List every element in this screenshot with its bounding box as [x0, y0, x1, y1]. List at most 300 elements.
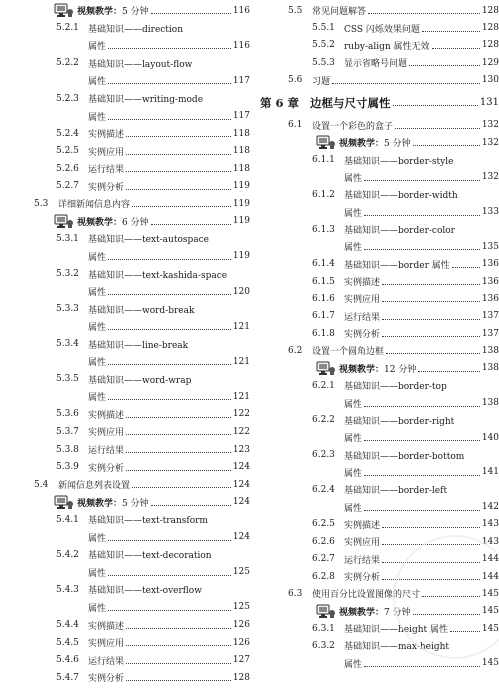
toc-entry-line[interactable] [0, 669, 250, 687]
toc-number: 6.2.3 [312, 450, 335, 461]
toc-title: 基础知识——line-break [88, 340, 189, 351]
toc-page-number: 121 [232, 321, 250, 332]
toc-entry-continuation: 属性 [344, 173, 363, 184]
toc-entry-line[interactable] [0, 458, 250, 476]
toc-page-number: 126 [232, 637, 250, 648]
toc-entry-line[interactable] [0, 335, 250, 353]
toc-entry-line[interactable] [0, 265, 250, 283]
toc-page-number: 124 [232, 532, 250, 543]
toc-entry-line[interactable] [260, 290, 499, 307]
toc-cont-line[interactable] [260, 429, 499, 446]
toc-title: 实例应用 [88, 428, 125, 439]
toc-video-label: 视频教学： [77, 498, 123, 509]
toc-title: 实例描述 [344, 278, 381, 289]
toc-number: 5.4.7 [56, 672, 79, 683]
toc-number: 5.2.3 [56, 93, 79, 104]
toc-video-label: 视频教学： [339, 139, 385, 150]
toc-title: 运行结果 [344, 555, 381, 566]
toc-page-number: 121 [232, 391, 250, 402]
toc-number: 5.3 [34, 198, 49, 209]
toc-title: 基础知识——border-top [344, 382, 447, 393]
toc-entry-continuation: 属性 [344, 399, 363, 410]
toc-dot-leader [409, 65, 480, 66]
toc-dot-leader [108, 119, 231, 120]
toc-page-number: 129 [481, 57, 499, 68]
toc-number: 6.1.6 [312, 293, 335, 304]
toc-dot-leader [395, 128, 480, 129]
video-tutorial-icon [316, 361, 336, 376]
toc-number: 6.1.8 [312, 328, 335, 339]
toc-title: 基础知识——text-autospace [88, 235, 209, 246]
video-tutorial-icon [54, 495, 74, 510]
toc-cont-line[interactable] [0, 599, 250, 617]
toc-video-label: 视频教学： [77, 7, 123, 18]
toc-entry-line[interactable] [260, 412, 499, 429]
toc-number: 5.3.4 [56, 339, 79, 350]
toc-title: 基础知识——text-transform [88, 516, 208, 527]
toc-chapter-line[interactable] [260, 89, 499, 117]
toc-video-duration: 7 分钟 [384, 607, 411, 618]
toc-title: 新闻信息列表设置 [58, 481, 131, 492]
toc-video-duration: 5 分钟 [122, 7, 149, 18]
toc-number: 5.4.3 [56, 584, 79, 595]
toc-dot-leader [126, 452, 231, 453]
toc-cont-line[interactable] [0, 72, 250, 90]
toc-dot-leader [126, 189, 231, 190]
toc-section-line[interactable] [260, 342, 499, 359]
toc-entry-continuation: 属性 [88, 533, 107, 544]
toc-page-number: 133 [481, 207, 499, 218]
toc-title: 运行结果 [88, 656, 125, 667]
toc-number: 6.1.2 [312, 189, 335, 200]
toc-page-number: 122 [232, 426, 250, 437]
toc-video-line[interactable] [0, 213, 250, 231]
toc-page-number: 140 [481, 432, 499, 443]
toc-title: 基础知识——border 属性 [344, 260, 450, 271]
toc-entry-continuation: 属性 [88, 252, 107, 263]
toc-page-number: 127 [232, 655, 250, 666]
toc-dot-leader [108, 294, 231, 295]
toc-page-number: 126 [232, 620, 250, 631]
toc-title: 实例分析 [344, 330, 381, 341]
toc-video-line[interactable] [0, 2, 250, 20]
toc-page-number: 138 [481, 398, 499, 409]
toc-dot-leader [432, 48, 480, 49]
toc-dot-leader [126, 136, 231, 137]
toc-entry-line[interactable] [0, 142, 250, 160]
toc-number: 5.3.1 [56, 233, 79, 244]
toc-page-number: 118 [232, 146, 250, 157]
toc-entry-line[interactable] [260, 221, 499, 238]
toc-dot-leader [386, 353, 480, 354]
toc-dot-leader [151, 505, 231, 506]
toc-title: 运行结果 [88, 446, 125, 457]
toc-page-number: 128 [481, 23, 499, 34]
toc-page-number: 125 [232, 602, 250, 613]
toc-video-line[interactable] [0, 493, 250, 511]
toc-cont-line[interactable] [260, 238, 499, 255]
toc-page-number: 124 [232, 479, 250, 490]
toc-entry-continuation: 属性 [88, 42, 107, 53]
toc-title: 基础知识——word-wrap [88, 375, 192, 386]
toc-cont-line[interactable] [0, 564, 250, 582]
toc-entry-line[interactable] [0, 634, 250, 652]
toc-title: 基础知识——writing-mode [88, 95, 204, 106]
toc-cont-line[interactable] [0, 529, 250, 547]
toc-page-number: 128 [232, 672, 250, 683]
toc-dot-leader [382, 284, 480, 285]
toc-title: 显示省略号问题 [344, 59, 408, 70]
toc-entry-line[interactable] [0, 90, 250, 108]
toc-number: 5.3.3 [56, 304, 79, 315]
toc-page-number: 119 [232, 216, 250, 227]
toc-entry-line[interactable] [0, 300, 250, 318]
toc-entry-line[interactable] [0, 616, 250, 634]
toc-page-number: 131 [479, 97, 499, 109]
toc-number: 5.4.4 [56, 620, 79, 631]
toc-page-number: 128 [481, 5, 499, 16]
toc-entry-line[interactable] [260, 186, 499, 203]
toc-title: 实例分析 [344, 573, 381, 584]
toc-entry-line[interactable] [0, 651, 250, 669]
toc-page-number: 118 [232, 128, 250, 139]
toc-page-number: 144 [481, 554, 499, 565]
toc-page-number: 141 [481, 467, 499, 478]
toc-entry-continuation: 属性 [344, 434, 363, 445]
toc-title: 实例应用 [88, 147, 125, 158]
toc-video-line[interactable] [260, 360, 499, 377]
toc-page-number: 119 [232, 251, 250, 262]
toc-title: 详细新闻信息内容 [58, 200, 131, 211]
toc-dot-leader [382, 527, 480, 528]
toc-entry-line[interactable] [260, 273, 499, 290]
toc-number: 6.2 [288, 345, 303, 356]
toc-number: 5.2.5 [56, 146, 79, 157]
toc-dot-leader [126, 154, 231, 155]
toc-title: 实例描述 [88, 130, 125, 141]
toc-entry-continuation: 属性 [88, 358, 107, 369]
toc-cont-line[interactable] [260, 394, 499, 411]
toc-number: 5.2.2 [56, 58, 79, 69]
toc-video-label: 视频教学： [339, 364, 385, 375]
toc-cont-line[interactable] [0, 388, 250, 406]
toc-page-number: 136 [481, 259, 499, 270]
toc-video-label: 视频教学： [77, 217, 123, 228]
toc-entry-continuation: 属性 [344, 208, 363, 219]
toc-dot-leader [108, 364, 231, 365]
toc-title: 基础知识——direction [88, 24, 184, 35]
toc-cont-line[interactable] [260, 498, 499, 515]
toc-dot-leader [364, 249, 480, 250]
toc-page-number: 116 [232, 5, 250, 16]
toc-entry-continuation: 属性 [88, 603, 107, 614]
toc-title: 运行结果 [344, 312, 381, 323]
toc-entry-line[interactable] [260, 481, 499, 498]
toc-video-duration: 5 分钟 [122, 498, 149, 509]
toc-page-number: 145 [481, 606, 499, 617]
toc-title: 基础知识——border-right [344, 416, 455, 427]
toc-entry-line[interactable] [0, 55, 250, 73]
toc-dot-leader [382, 301, 480, 302]
toc-entry-line[interactable] [260, 377, 499, 394]
toc-entry-line[interactable] [0, 441, 250, 459]
toc-number: 5.2.6 [56, 163, 79, 174]
toc-dot-leader [332, 83, 480, 84]
toc-title: 运行结果 [88, 165, 125, 176]
toc-cont-line[interactable] [260, 169, 499, 186]
video-tutorial-icon [54, 214, 74, 229]
toc-video-line[interactable] [260, 134, 499, 151]
toc-dot-leader [108, 329, 231, 330]
toc-title: 基础知识——border-left [344, 486, 448, 497]
toc-entry-continuation: 属性 [88, 112, 107, 123]
toc-entry-continuation: 属性 [344, 503, 363, 514]
toc-entry-line[interactable] [0, 178, 250, 196]
toc-page-number: 137 [481, 328, 499, 339]
toc-cont-line[interactable] [0, 248, 250, 266]
toc-number: 5.3.6 [56, 409, 79, 420]
toc-entry-line[interactable] [0, 20, 250, 38]
video-tutorial-icon [54, 3, 74, 18]
toc-number: 5.5.3 [312, 57, 335, 68]
toc-cont-line[interactable] [260, 204, 499, 221]
toc-page-number: 130 [481, 75, 499, 86]
toc-entry-line[interactable] [0, 160, 250, 178]
toc-number: 第 6 章 [260, 95, 300, 110]
toc-page-number: 124 [232, 497, 250, 508]
toc-page-number: 144 [481, 571, 499, 582]
toc-number: 5.5 [288, 5, 303, 16]
toc-cont-line[interactable] [0, 353, 250, 371]
toc-number: 6.1.5 [312, 276, 335, 287]
toc-cont-line[interactable] [0, 283, 250, 301]
toc-entry-line[interactable] [0, 581, 250, 599]
toc-entry-continuation: 属性 [344, 243, 363, 254]
toc-dot-leader [422, 31, 480, 32]
toc-entry-continuation: 属性 [88, 77, 107, 88]
toc-title: 基础知识——border-style [344, 156, 454, 167]
toc-page-number: 116 [232, 40, 250, 51]
toc-cont-line[interactable] [0, 37, 250, 55]
toc-dot-leader [132, 206, 231, 207]
toc-dot-leader [151, 224, 231, 225]
toc-title: 基础知识——word-break [88, 305, 195, 316]
toc-cont-line[interactable] [260, 464, 499, 481]
toc-title: 实例分析 [88, 463, 125, 474]
toc-entry-continuation: 属性 [88, 568, 107, 579]
toc-entry-line[interactable] [0, 230, 250, 248]
toc-title: 基础知识——height 属性 [344, 625, 449, 636]
toc-section-line[interactable] [260, 117, 499, 134]
toc-number: 6.2.8 [312, 571, 335, 582]
toc-number: 6.1.7 [312, 311, 335, 322]
toc-dot-leader [364, 510, 480, 511]
toc-page-number: 145 [481, 623, 499, 634]
toc-dot-leader [364, 406, 480, 407]
toc-page-number: 118 [232, 163, 250, 174]
toc-dot-leader [364, 215, 480, 216]
toc-entry-continuation: 属性 [344, 659, 363, 670]
toc-dot-leader [126, 470, 231, 471]
toc-entry-line[interactable] [0, 371, 250, 389]
toc-section-line[interactable] [260, 71, 499, 88]
toc-dot-leader [382, 336, 480, 337]
toc-entry-continuation: 属性 [88, 288, 107, 299]
toc-cont-line[interactable] [0, 318, 250, 336]
toc-dot-leader [108, 399, 231, 400]
toc-entry-line[interactable] [260, 325, 499, 342]
toc-page-number: 136 [481, 293, 499, 304]
toc-page-number: 143 [481, 519, 499, 530]
toc-entry-continuation: 属性 [344, 468, 363, 479]
toc-title: 基础知识——border-bottom [344, 451, 465, 462]
toc-page-number: 135 [481, 241, 499, 252]
toc-page-number: 119 [232, 181, 250, 192]
toc-dot-leader [108, 259, 231, 260]
toc-dot-leader [126, 645, 231, 646]
toc-dot-leader [126, 417, 231, 418]
toc-dot-leader [108, 610, 231, 611]
toc-title: 边框与尺寸属性 [310, 95, 391, 110]
toc-number: 5.6 [288, 75, 303, 86]
toc-title: 实例描述 [88, 410, 125, 421]
video-tutorial-icon [316, 604, 336, 619]
toc-entry-line[interactable] [0, 125, 250, 143]
toc-dot-leader [108, 540, 231, 541]
toc-section-line[interactable] [0, 476, 250, 494]
toc-dot-leader [382, 319, 480, 320]
toc-page-number: 137 [481, 311, 499, 322]
toc-title: 实例应用 [344, 538, 381, 549]
toc-section-line[interactable] [260, 2, 499, 19]
toc-dot-leader [393, 105, 478, 106]
toc-page-number: 145 [481, 588, 499, 599]
toc-title: 实例分析 [88, 182, 125, 193]
toc-title: 基础知识——border-color [344, 226, 455, 237]
toc-number: 5.3.5 [56, 374, 79, 385]
toc-dot-leader [108, 83, 231, 84]
toc-title: 设置一个圆角边框 [312, 347, 385, 358]
toc-video-duration: 12 分钟 [384, 364, 417, 375]
toc-page-number: 121 [232, 356, 250, 367]
toc-page-number: 125 [232, 567, 250, 578]
toc-dot-leader [452, 267, 480, 268]
toc-title: 基础知识——border-width [344, 191, 458, 202]
toc-dot-leader [126, 628, 231, 629]
toc-page-number: 138 [481, 363, 499, 374]
toc-entry-line[interactable] [0, 511, 250, 529]
toc-section-line[interactable] [0, 195, 250, 213]
toc-title: 基础知识——text-decoration [88, 551, 212, 562]
toc-title: 习题 [312, 76, 331, 87]
toc-title: 基础知识——text-overflow [88, 586, 202, 597]
toc-number: 5.4.5 [56, 637, 79, 648]
toc-dot-leader [418, 371, 479, 372]
toc-page-number: 117 [232, 75, 250, 86]
toc-number: 6.3 [288, 588, 303, 599]
toc-number: 5.2.1 [56, 23, 79, 34]
toc-title: 使用百分比设置图像的尺寸 [312, 590, 421, 601]
toc-page-number: 123 [232, 444, 250, 455]
toc-dot-leader [364, 180, 480, 181]
toc-page-number: 124 [232, 462, 250, 473]
toc-number: 5.3.8 [56, 444, 79, 455]
toc-page-number: 120 [232, 286, 250, 297]
toc-dot-leader [132, 487, 231, 488]
toc-page-number: 136 [481, 276, 499, 287]
toc-dot-leader [364, 666, 480, 667]
toc-entry-line[interactable] [260, 151, 499, 168]
toc-number: 6.2.7 [312, 554, 335, 565]
toc-title: CSS 闪烁效果问题 [344, 24, 420, 35]
toc-title: 实例描述 [88, 621, 125, 632]
toc-dot-leader [364, 440, 480, 441]
toc-entry-line[interactable] [260, 37, 499, 54]
toc-number: 5.2.7 [56, 181, 79, 192]
toc-number: 5.4.1 [56, 514, 79, 525]
toc-entry-continuation: 属性 [88, 323, 107, 334]
toc-number: 6.1.3 [312, 224, 335, 235]
toc-entry-line[interactable] [260, 54, 499, 71]
toc-page-number: 119 [232, 198, 250, 209]
toc-number: 6.3.2 [312, 640, 335, 651]
toc-entry-line[interactable] [260, 19, 499, 36]
toc-page-number: 142 [481, 502, 499, 513]
toc-title: 实例应用 [88, 639, 125, 650]
toc-entry-line[interactable] [260, 256, 499, 273]
toc-number: 6.3.1 [312, 623, 335, 634]
toc-title: 实例描述 [344, 520, 381, 531]
toc-number: 5.3.9 [56, 462, 79, 473]
toc-number: 6.1.4 [312, 259, 335, 270]
toc-entry-line[interactable] [260, 308, 499, 325]
toc-entry-line[interactable] [0, 406, 250, 424]
toc-number: 6.2.5 [312, 519, 335, 530]
toc-number: 5.3.2 [56, 269, 79, 280]
toc-dot-leader [364, 475, 480, 476]
toc-dot-leader [126, 680, 231, 681]
toc-entry-line[interactable] [260, 516, 499, 533]
toc-number: 5.4 [34, 479, 49, 490]
toc-title: 实例分析 [88, 674, 125, 685]
toc-dot-leader [126, 171, 231, 172]
toc-number: 6.2.1 [312, 380, 335, 391]
toc-entry-line[interactable] [260, 446, 499, 463]
toc-title: 基础知识——text-kashida-space [88, 270, 228, 281]
toc-title: 设置一个彩色的盒子 [312, 121, 394, 132]
toc-entry-line[interactable] [0, 423, 250, 441]
toc-entry-line[interactable] [0, 546, 250, 564]
toc-title: 常见问题解答 [312, 7, 367, 18]
toc-dot-leader [108, 575, 231, 576]
toc-page-number: 132 [481, 137, 499, 148]
toc-page-number: 128 [481, 40, 499, 51]
toc-page-number: 122 [232, 409, 250, 420]
toc-page-number: 132 [481, 172, 499, 183]
toc-video-duration: 5 分钟 [384, 139, 411, 150]
toc-entry-continuation: 属性 [88, 393, 107, 404]
toc-number: 6.2.6 [312, 536, 335, 547]
toc-number: 6.1.1 [312, 155, 335, 166]
toc-number: 5.4.2 [56, 549, 79, 560]
toc-number: 6.2.2 [312, 415, 335, 426]
toc-cont-line[interactable] [0, 107, 250, 125]
toc-title: ruby-align 属性无效 [344, 41, 430, 52]
toc-number: 5.5.2 [312, 40, 335, 51]
toc-video-label: 视频教学： [339, 607, 385, 618]
toc-page-number: 145 [481, 658, 499, 669]
toc-page-number: 143 [481, 536, 499, 547]
